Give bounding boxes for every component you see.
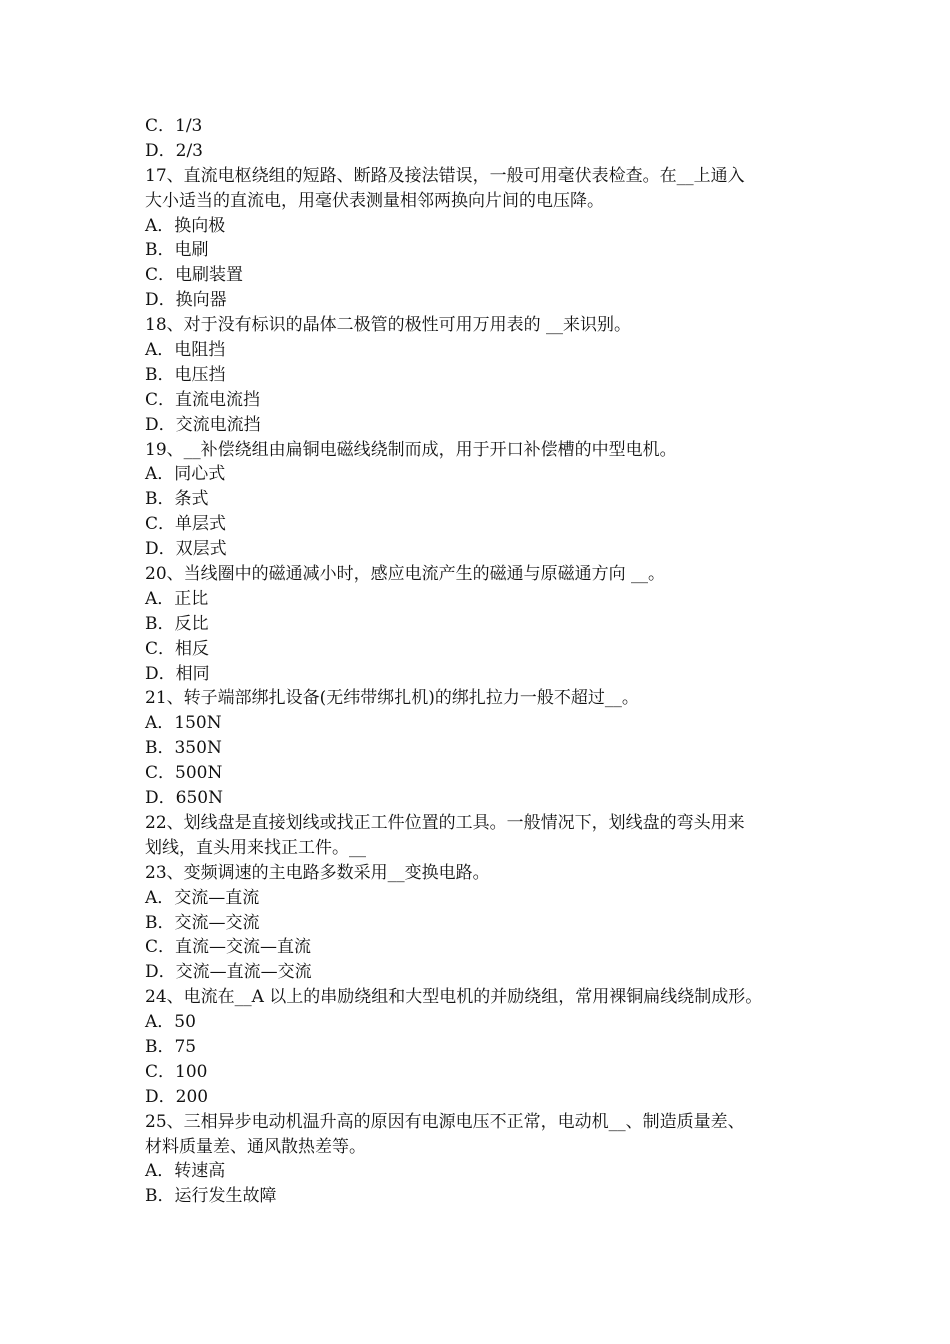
option-line: A．150N bbox=[145, 713, 222, 734]
question-line: 23、变频调速的主电路多数采用__变换电路。 bbox=[145, 862, 490, 883]
question-line: 24、电流在__A 以上的串励绕组和大型电机的并励绕组，常用裸铜扁线绕制成形。 bbox=[145, 987, 763, 1008]
option-line: A．同心式 bbox=[145, 464, 226, 485]
question-line: 25、三相异步电动机温升高的原因有电源电压不正常，电动机__、制造质量差、 bbox=[145, 1111, 745, 1132]
option-line: D．换向器 bbox=[145, 290, 227, 311]
question-line: 17、直流电枢绕组的短路、断路及接法错误，一般可用毫伏表检查。在__上通入 bbox=[145, 165, 745, 186]
option-line: A．电阻挡 bbox=[145, 340, 226, 361]
option-line: B．反比 bbox=[145, 613, 209, 634]
option-line: B．条式 bbox=[145, 489, 209, 510]
question-line: 20、当线圈中的磁通减小时，感应电流产生的磁通与原磁通方向 __。 bbox=[145, 564, 666, 585]
option-line: C．500N bbox=[145, 763, 223, 784]
option-line: A．转速高 bbox=[145, 1161, 226, 1182]
option-line: C．直流电流挡 bbox=[145, 389, 261, 410]
question-line: 大小适当的直流电，用毫伏表测量相邻两换向片间的电压降。 bbox=[145, 190, 604, 211]
option-line: A．正比 bbox=[145, 588, 209, 609]
question-line: 材料质量差、通风散热差等。 bbox=[145, 1136, 366, 1157]
option-line: C．1/3 bbox=[145, 116, 203, 136]
option-line: A．交流—直流 bbox=[145, 887, 260, 908]
option-line: D．相同 bbox=[145, 663, 210, 684]
option-line: D．650N bbox=[145, 788, 223, 809]
question-line: 22、划线盘是直接划线或找正工件位置的工具。一般情况下，划线盘的弯头用来 bbox=[145, 812, 745, 833]
option-line: B．运行发生故障 bbox=[145, 1186, 277, 1207]
option-line: A．换向极 bbox=[145, 215, 226, 236]
option-line: C．单层式 bbox=[145, 514, 227, 535]
option-line: B．350N bbox=[145, 738, 222, 759]
option-line: B．电压挡 bbox=[145, 364, 226, 385]
option-line: D．200 bbox=[145, 1086, 209, 1107]
question-line: 18、对于没有标识的晶体二极管的极性可用万用表的 __来识别。 bbox=[145, 315, 632, 336]
option-line: C．直流—交流—直流 bbox=[145, 937, 312, 958]
option-line: D．交流电流挡 bbox=[145, 414, 261, 435]
option-line: B．电刷 bbox=[145, 240, 209, 261]
option-line: D．2/3 bbox=[145, 140, 203, 161]
question-line: 19、__补偿绕组由扁铜电磁线绕制而成，用于开口补偿槽的中型电机。 bbox=[145, 439, 677, 460]
option-line: C．100 bbox=[145, 1061, 208, 1082]
option-line: C．相反 bbox=[145, 638, 210, 659]
question-line: 划线，直头用来找正工件。__ bbox=[145, 837, 366, 858]
option-line: D．交流—直流—交流 bbox=[145, 962, 312, 983]
question-line: 21、转子端部绑扎设备(无纬带绑扎机)的绑扎拉力一般不超过__。 bbox=[145, 688, 639, 709]
option-line: B．交流—交流 bbox=[145, 912, 260, 933]
option-line: B．75 bbox=[145, 1036, 197, 1057]
option-line: A．50 bbox=[145, 1012, 196, 1033]
option-line: C．电刷装置 bbox=[145, 265, 244, 286]
option-line: D．双层式 bbox=[145, 539, 227, 560]
